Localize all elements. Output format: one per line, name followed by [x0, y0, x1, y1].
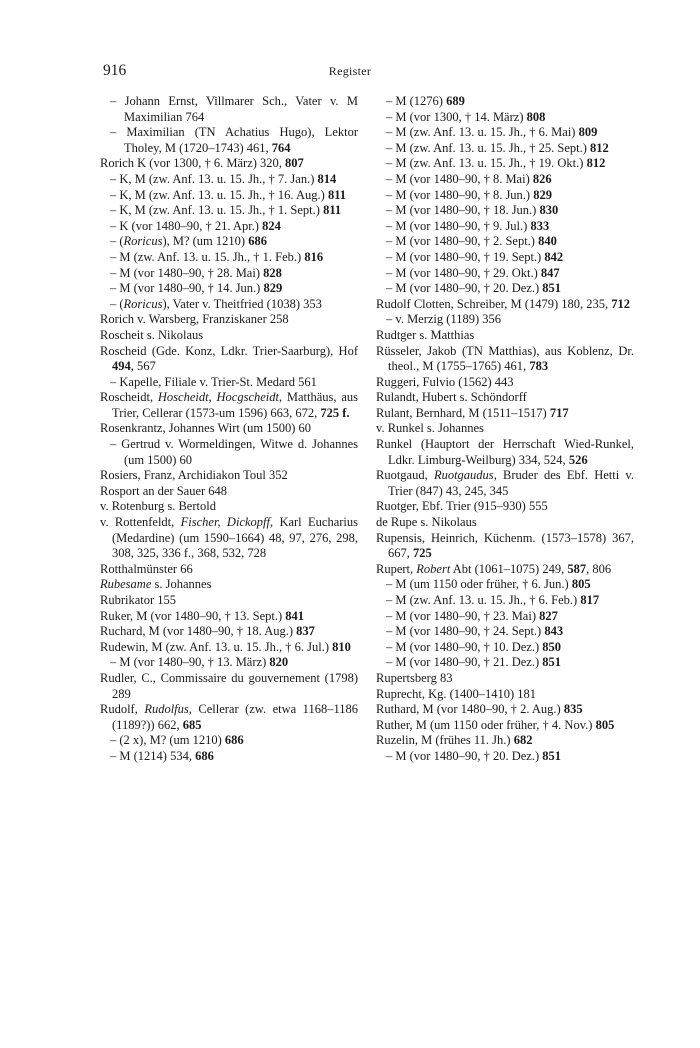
index-subentry: – K, M (zw. Anf. 13. u. 15. Jh., † 1. Sept.) 811 [100, 203, 358, 219]
index-entry: Rudolf, Rudolfus, Cellerar (zw. etwa 1168–1186 (1189?)) 662, 685 [100, 702, 358, 732]
index-subentry: – M (vor 1480–90, † 20. Dez.) 851 [376, 281, 634, 297]
index-subentry: – (Roricus), M? (um 1210) 686 [100, 234, 358, 250]
index-entry: Ruotger, Ebf. Trier (915–930) 555 [376, 499, 548, 514]
page-number: 916 [103, 62, 127, 79]
index-subentry: – Johann Ernst, Villmarer Sch., Vater v. M Maximilian 764 [100, 94, 358, 125]
index-entry: Ruotgaud, Ruotgaudus, Bruder des Ebf. Hetti v. Trier (847) 43, 245, 345 [376, 468, 634, 498]
index-subentry: – M (vor 1480–90, † 23. Mai) 827 [376, 609, 634, 625]
index-entry: Roscheidt, Hoscheidt, Hocgscheidt, Matthäus, aus Trier, Cellerar (1573-um 1596) 663, 672, 725 f. [100, 390, 358, 420]
index-subentry: – M (vor 1480–90, † 28. Mai) 828 [100, 266, 358, 282]
index-subentry: – M (vor 1300, † 14. März) 808 [376, 110, 634, 126]
index-column-left [100, 94, 358, 765]
index-subentry: – M (vor 1480–90, † 2. Sept.) 840 [376, 234, 634, 250]
index-subentry: – M (vor 1480–90, † 20. Dez.) 851 [376, 749, 634, 765]
index-entry: Ruprecht, Kg. (1400–1410) 181 [376, 686, 537, 701]
index-subentry: – M (vor 1480–90, † 18. Jun.) 830 [376, 203, 634, 219]
index-entry: Rubrikator 155 [100, 593, 177, 607]
index-entry: Rorich v. Warsberg, Franziskaner 258 [100, 312, 289, 327]
index-entry: Rüsseler, Jakob (TN Matthias), aus Koblenz, Dr. theol., M (1755–1765) 461, 783 [376, 343, 634, 374]
index-subentry: – (2 x), M? (um 1210) 686 [100, 733, 358, 749]
index-entry: Ruther, M (um 1150 oder früher, † 4. Nov.) 805 [376, 717, 615, 732]
index-subentry: – M (vor 1480–90, † 8. Mai) 826 [376, 172, 634, 188]
index-subentry: – Kapelle, Filiale v. Trier-St. Medard 561 [100, 375, 358, 391]
index-entry: Rudtger s. Matthias [376, 327, 475, 342]
index-entry: de Rupe s. Nikolaus [376, 515, 477, 530]
index-entry: v. Rotenburg s. Bertold [100, 499, 216, 514]
index-entry: Rosenkrantz, Johannes Wirt (um 1500) 60 [100, 421, 312, 436]
index-subentry: – M (1276) 689 [376, 94, 634, 110]
index-entry: Ruchard, M (vor 1480–90, † 18. Aug.) 837 [100, 624, 315, 639]
index-entry: Rorich K (vor 1300, † 6. März) 320, 807 [100, 156, 304, 171]
index-entry: Rulant, Bernhard, M (1511–1517) 717 [376, 405, 569, 420]
index-subentry: – M (zw. Anf. 13. u. 15. Jh., † 25. Sept.) 812 [376, 141, 634, 157]
index-subentry: – M (vor 1480–90, † 10. Dez.) 850 [376, 640, 634, 656]
index-subentry: – Gertrud v. Wormeldingen, Witwe d. Johannes (um 1500) 60 [100, 437, 358, 468]
index-subentry: – M (zw. Anf. 13. u. 15. Jh., † 6. Feb.) 817 [376, 593, 634, 609]
index-entry: Rubesame s. Johannes [100, 577, 212, 592]
index-entry: Ruthard, M (vor 1480–90, † 2. Aug.) 835 [376, 702, 583, 717]
index-entry: v. Runkel s. Johannes [376, 421, 484, 436]
index-entry: Rotthalmünster 66 [100, 561, 193, 576]
index-entry: Rudewin, M (zw. Anf. 13. u. 15. Jh., † 6. Jul.) 810 [100, 639, 351, 654]
index-entry: Roscheid (Gde. Konz, Ldkr. Trier-Saarburg), Hof 494, 567 [100, 343, 358, 374]
index-entry: Rupert, Robert Abt (1061–1075) 249, 587, 806 [376, 561, 612, 576]
index-subentry: – (Roricus), Vater v. Theitfried (1038) 353 [100, 297, 358, 313]
index-entry: Rulandt, Hubert s. Schöndorff [376, 390, 527, 405]
index-subentry: – M (zw. Anf. 13. u. 15. Jh., † 19. Okt.) 812 [376, 156, 634, 172]
index-subentry: – M (zw. Anf. 13. u. 15. Jh., † 1. Feb.) 816 [100, 250, 358, 266]
index-subentry: – Maximilian (TN Achatius Hugo), Lektor Tholey, M (1720–1743) 461, 764 [100, 125, 358, 156]
index-subentry: – M (vor 1480–90, † 13. März) 820 [100, 655, 358, 671]
index-entry: Rudler, C., Commissaire du gouvernement (1798) 289 [100, 670, 358, 701]
running-title: Register [328, 64, 372, 78]
index-subentry: – M (zw. Anf. 13. u. 15. Jh., † 6. Mai) 809 [376, 125, 634, 141]
index-entry: Roscheit s. Nikolaus [100, 327, 204, 342]
index-entry: Rupensis, Heinrich, Küchenm. (1573–1578) 367, 667, 725 [376, 530, 634, 561]
index-subentry: – M (vor 1480–90, † 14. Jun.) 829 [100, 281, 358, 297]
index-entry: v. Rottenfeldt, Fischer, Dickopff, Karl Eucharius (Medardine) (um 1590–1664) 48, 97, 276, 298, 308, 325, 336 f., 368, 532, 728 [100, 515, 358, 561]
index-entry: Rosport an der Sauer 648 [100, 483, 228, 498]
index-subentry: – K, M (zw. Anf. 13. u. 15. Jh., † 7. Jan.) 814 [100, 172, 358, 188]
index-subentry: – M (um 1150 oder früher, † 6. Jun.) 805 [376, 577, 634, 593]
index-subentry: – K (vor 1480–90, † 21. Apr.) 824 [100, 219, 358, 235]
index-entry: Rosiers, Franz, Archidiakon Toul 352 [100, 468, 288, 483]
index-subentry: – M (vor 1480–90, † 9. Jul.) 833 [376, 219, 634, 235]
index-subentry: – v. Merzig (1189) 356 [376, 312, 634, 328]
index-subentry: – M (vor 1480–90, † 24. Sept.) 843 [376, 624, 634, 640]
index-subentry: – M (vor 1480–90, † 29. Okt.) 847 [376, 266, 634, 282]
index-entry: Ruggeri, Fulvio (1562) 443 [376, 374, 514, 389]
index-subentry: – K, M (zw. Anf. 13. u. 15. Jh., † 16. Aug.) 811 [100, 188, 358, 204]
index-entry: Runkel (Hauptort der Herrschaft Wied-Runkel, Ldkr. Limburg-Weilburg) 334, 524, 526 [376, 437, 634, 467]
index-subentry: – M (vor 1480–90, † 21. Dez.) 851 [376, 655, 634, 671]
index-entry: Ruzelin, M (frühes 11. Jh.) 682 [376, 733, 533, 748]
index-subentry: – M (1214) 534, 686 [100, 749, 358, 765]
index-subentry: – M (vor 1480–90, † 19. Sept.) 842 [376, 250, 634, 266]
index-entry: Rupertsberg 83 [376, 670, 453, 685]
index-entry: Rudolf Clotten, Schreiber, M (1479) 180, 235, 712 [376, 296, 630, 311]
index-subentry: – M (vor 1480–90, † 8. Jun.) 829 [376, 188, 634, 204]
index-entry: Ruker, M (vor 1480–90, † 13. Sept.) 841 [100, 608, 304, 623]
index-column-right [376, 94, 634, 765]
